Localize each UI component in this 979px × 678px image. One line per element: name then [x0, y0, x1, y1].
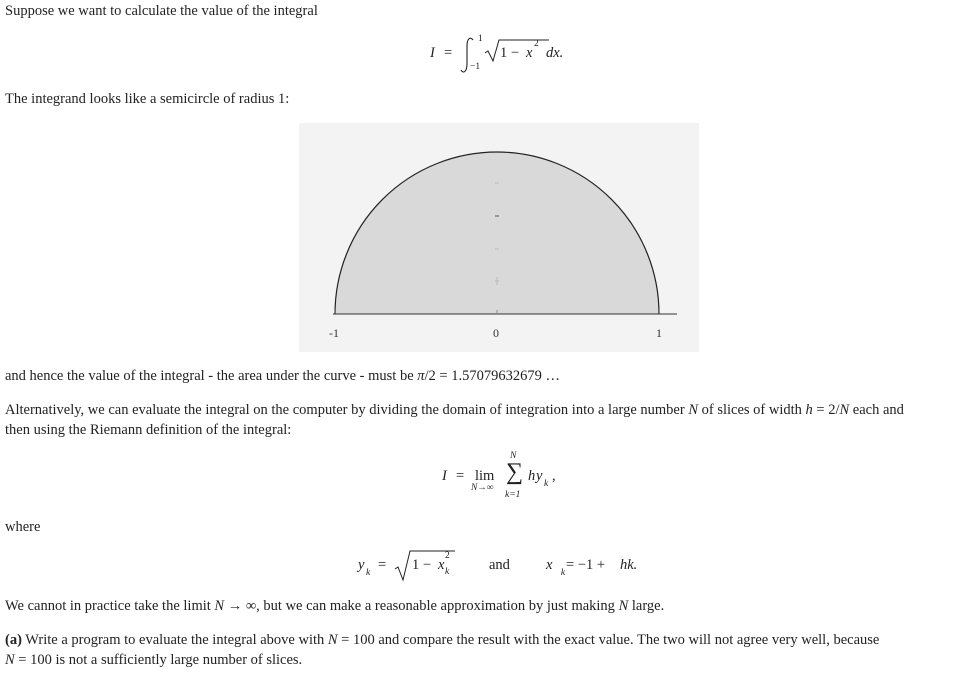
eq2-term-h: h	[528, 468, 536, 484]
eq1-radicand-square: 2	[534, 39, 539, 49]
limit-text-b: large.	[628, 598, 665, 614]
eq1-lhs: I	[430, 45, 435, 61]
eq3-xk-x: x	[546, 557, 553, 573]
eq1-upper-limit: 1	[478, 34, 483, 44]
part-a-label: (a)	[5, 632, 22, 648]
eq2-term-y: y	[536, 468, 543, 484]
hence-prefix: and hence the value of the integral - the area under the curve - must be	[5, 368, 418, 384]
semicircle-plot-svg	[299, 123, 699, 352]
eq3-hk: hk.	[620, 557, 638, 573]
eq2-lim: lim	[475, 468, 495, 484]
part-a-line1	[5, 632, 879, 649]
definitions-equation	[358, 548, 658, 584]
semicircle-area	[335, 152, 659, 314]
eq3-one-minus: 1 −	[412, 557, 432, 573]
intro-paragraph: Suppose we want to calculate the value of the integral	[5, 3, 318, 19]
eq1-equals: =	[444, 45, 453, 61]
alternative-paragraph-line1	[5, 402, 904, 419]
x-tick-label-zero: 0	[493, 326, 499, 340]
limit-N1: N	[214, 598, 225, 614]
alt-text-c: = 2/	[812, 402, 840, 418]
eq1-radicand-one: 1 −	[500, 45, 520, 61]
part-a-line2-N: N	[5, 652, 15, 668]
eq2-comma: ,	[552, 468, 556, 484]
x-tick-label-minus-one: -1	[329, 326, 339, 340]
hence-paragraph	[5, 368, 560, 385]
hence-pi: π	[417, 368, 425, 384]
summation-sign-icon: ∑	[506, 459, 524, 485]
eq3-equals: =	[378, 557, 387, 573]
eq2-sum-bottom: k=1	[505, 490, 521, 500]
integrand-paragraph: The integrand looks like a semicircle of radius 1:	[5, 91, 290, 107]
eq2-lhs: I	[442, 468, 447, 484]
eq3-y-sub: k	[366, 568, 371, 578]
x-tick-label-one: 1	[656, 326, 662, 340]
eq2-equals: =	[456, 468, 465, 484]
eq3-and: and	[489, 557, 510, 573]
alt-text-d: each and	[849, 402, 904, 418]
riemann-equation	[442, 452, 582, 508]
limit-paragraph	[5, 598, 664, 615]
eq3-x: x	[438, 557, 445, 573]
alt-N2: N	[839, 402, 850, 418]
eq2-sum-top: N	[510, 451, 517, 461]
part-a-line2	[5, 652, 302, 669]
alt-text-a: Alternatively, we can evaluate the integral on the computer by dividing the domain of integration into a large number	[5, 402, 689, 418]
eq1-lower-limit: −1	[470, 62, 481, 72]
eq3-xk-sub: k	[560, 568, 566, 578]
eq1-radicand-x: x	[526, 45, 533, 61]
eq3-xk-rhs: = −1 +	[566, 557, 606, 573]
alt-N: N	[688, 402, 698, 418]
alternative-paragraph-line2: then using the Riemann definition of the integral:	[5, 422, 292, 438]
eq3-x-sub: k	[445, 567, 450, 577]
eq3-square: 2	[445, 551, 450, 561]
part-a-line2-text: = 100 is not a sufficiently large number of slices.	[14, 652, 303, 668]
limit-arrow: → ∞, but we can make a reasonable approximation by just making	[224, 598, 619, 614]
limit-text-a: We cannot in practice take the limit	[5, 598, 215, 614]
hence-rest: /2 = 1.57079632679 …	[424, 368, 560, 384]
eq2-term-k: k	[544, 479, 549, 489]
alt-h: h	[805, 402, 813, 418]
part-a-N: N	[327, 632, 338, 648]
eq2-lim-subscript: N→∞	[471, 483, 494, 493]
where-text: where	[5, 519, 41, 535]
alt-text-b: of slices of width	[697, 402, 806, 418]
semicircle-plot	[299, 123, 699, 352]
part-a-text-b: = 100 and compare the result with the exact value. The two will not agree very well, because	[337, 632, 880, 648]
limit-N2: N	[618, 598, 629, 614]
part-a-text-a: Write a program to evaluate the integral above with	[21, 632, 328, 648]
eq1-differential: dx.	[546, 45, 564, 61]
integral-equation	[430, 34, 590, 80]
eq3-y: y	[358, 557, 365, 573]
